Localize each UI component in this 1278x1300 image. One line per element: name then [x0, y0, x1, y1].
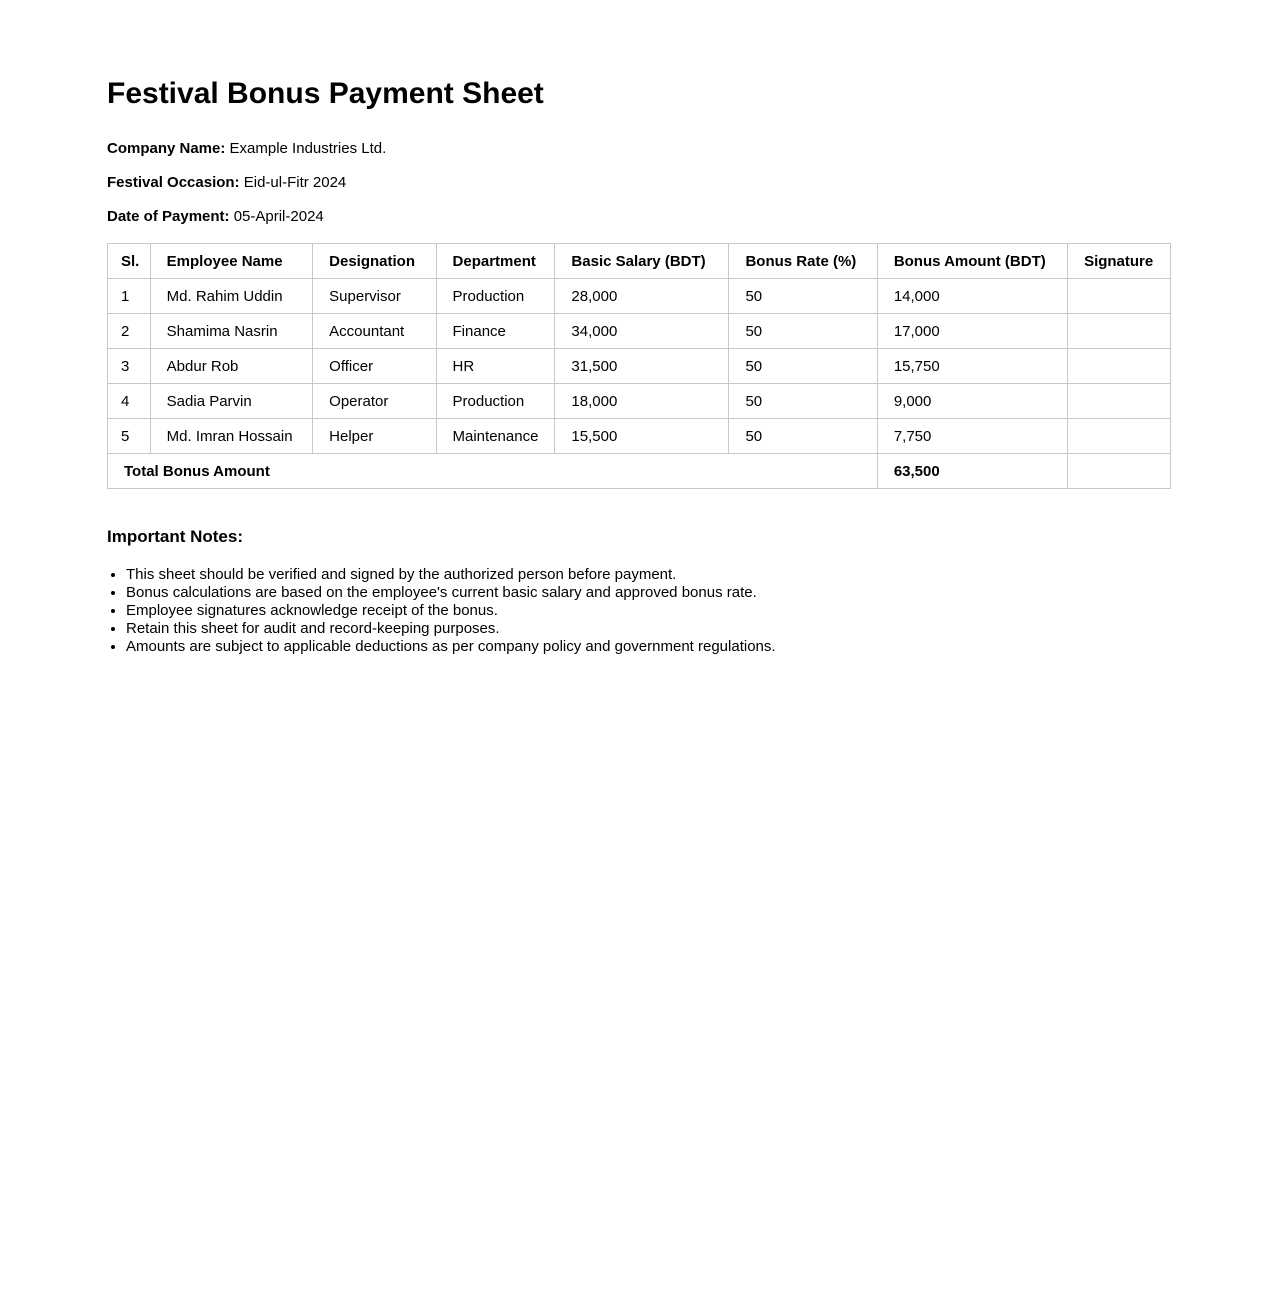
column-header-department: Department — [436, 244, 555, 279]
signature-cell — [1068, 384, 1171, 419]
table-cell: 14,000 — [877, 279, 1067, 314]
meta-company-name-label: Company Name: — [107, 140, 226, 157]
table-cell: 7,750 — [877, 419, 1067, 454]
table-cell: Abdur Rob — [150, 349, 312, 384]
table-cell: Operator — [313, 384, 436, 419]
signature-cell — [1068, 349, 1171, 384]
table-cell: 50 — [729, 349, 877, 384]
note-item: • This sheet should be verified and signed by the authorized person before payment. — [126, 566, 1171, 584]
table-cell: Supervisor — [313, 279, 436, 314]
column-header-employee-name: Employee Name — [150, 244, 312, 279]
column-header-basic-salary-bdt: Basic Salary (BDT) — [555, 244, 729, 279]
table-cell: 15,750 — [877, 349, 1067, 384]
table-row — [108, 279, 1171, 314]
table-cell: 34,000 — [555, 314, 729, 349]
table-header-row — [108, 244, 1171, 279]
table-cell: 50 — [729, 384, 877, 419]
table-cell: Finance — [436, 314, 555, 349]
note-item: • Bonus calculations are based on the employee's current basic salary and approved bonus rate. — [126, 584, 1171, 602]
table-cell: 5 — [108, 419, 151, 454]
notes-heading: Important Notes: — [107, 527, 243, 546]
note-item: • Amounts are subject to applicable deductions as per company policy and government regulations. — [126, 638, 1171, 656]
table-cell: Accountant — [313, 314, 436, 349]
table-cell: 18,000 — [555, 384, 729, 419]
table-cell: 31,500 — [555, 349, 729, 384]
note-item: • Retain this sheet for audit and record-keeping purposes. — [126, 620, 1171, 638]
table-row — [108, 419, 1171, 454]
table-cell: 15,500 — [555, 419, 729, 454]
table-row — [108, 314, 1171, 349]
page-title: Festival Bonus Payment Sheet — [107, 77, 544, 110]
table-cell: HR — [436, 349, 555, 384]
table-row — [108, 349, 1171, 384]
table-cell: Md. Imran Hossain — [150, 419, 312, 454]
table-cell: Production — [436, 279, 555, 314]
table-cell: 2 — [108, 314, 151, 349]
total-bonus-label: Total Bonus Amount — [108, 454, 878, 489]
total-bonus-value: 63,500 — [877, 454, 1067, 489]
notes-list — [107, 566, 1171, 656]
table-cell: Helper — [313, 419, 436, 454]
column-header-designation: Designation — [313, 244, 436, 279]
meta-festival-occasion-label: Festival Occasion: — [107, 174, 240, 191]
table-cell: 50 — [729, 279, 877, 314]
table-cell: Sadia Parvin — [150, 384, 312, 419]
meta-company-name — [107, 140, 1171, 157]
table-row — [108, 384, 1171, 419]
table-cell: 28,000 — [555, 279, 729, 314]
table-cell: 1 — [108, 279, 151, 314]
note-item: • Employee signatures acknowledge receipt of the bonus. — [126, 602, 1171, 620]
meta-date-of-payment-value: 05-April-2024 — [233, 208, 324, 225]
column-header-sl: Sl. — [108, 244, 151, 279]
table-cell: Maintenance — [436, 419, 555, 454]
total-signature-cell — [1068, 454, 1171, 489]
table-cell: 50 — [729, 314, 877, 349]
column-header-bonus-rate: Bonus Rate (%) — [729, 244, 877, 279]
meta-festival-occasion — [107, 174, 1171, 191]
table-cell: 50 — [729, 419, 877, 454]
meta-date-of-payment-label: Date of Payment: — [107, 208, 230, 225]
table-body — [108, 279, 1171, 454]
meta-date-of-payment — [107, 208, 1171, 225]
table-cell: 3 — [108, 349, 151, 384]
table-cell: 9,000 — [877, 384, 1067, 419]
meta-festival-occasion-value: Eid-ul-Fitr 2024 — [243, 174, 347, 191]
table-cell: Shamima Nasrin — [150, 314, 312, 349]
column-header-signature: Signature — [1068, 244, 1171, 279]
signature-cell — [1068, 419, 1171, 454]
column-header-bonus-amount-bdt: Bonus Amount (BDT) — [877, 244, 1067, 279]
table-total-row — [108, 454, 1171, 489]
signature-cell — [1068, 314, 1171, 349]
table-cell: 17,000 — [877, 314, 1067, 349]
table-cell: Md. Rahim Uddin — [150, 279, 312, 314]
meta-company-name-value: Example Industries Ltd. — [229, 140, 387, 157]
table-cell: Production — [436, 384, 555, 419]
bonus-payment-table — [107, 243, 1171, 489]
signature-cell — [1068, 279, 1171, 314]
table-cell: 4 — [108, 384, 151, 419]
table-cell: Officer — [313, 349, 436, 384]
